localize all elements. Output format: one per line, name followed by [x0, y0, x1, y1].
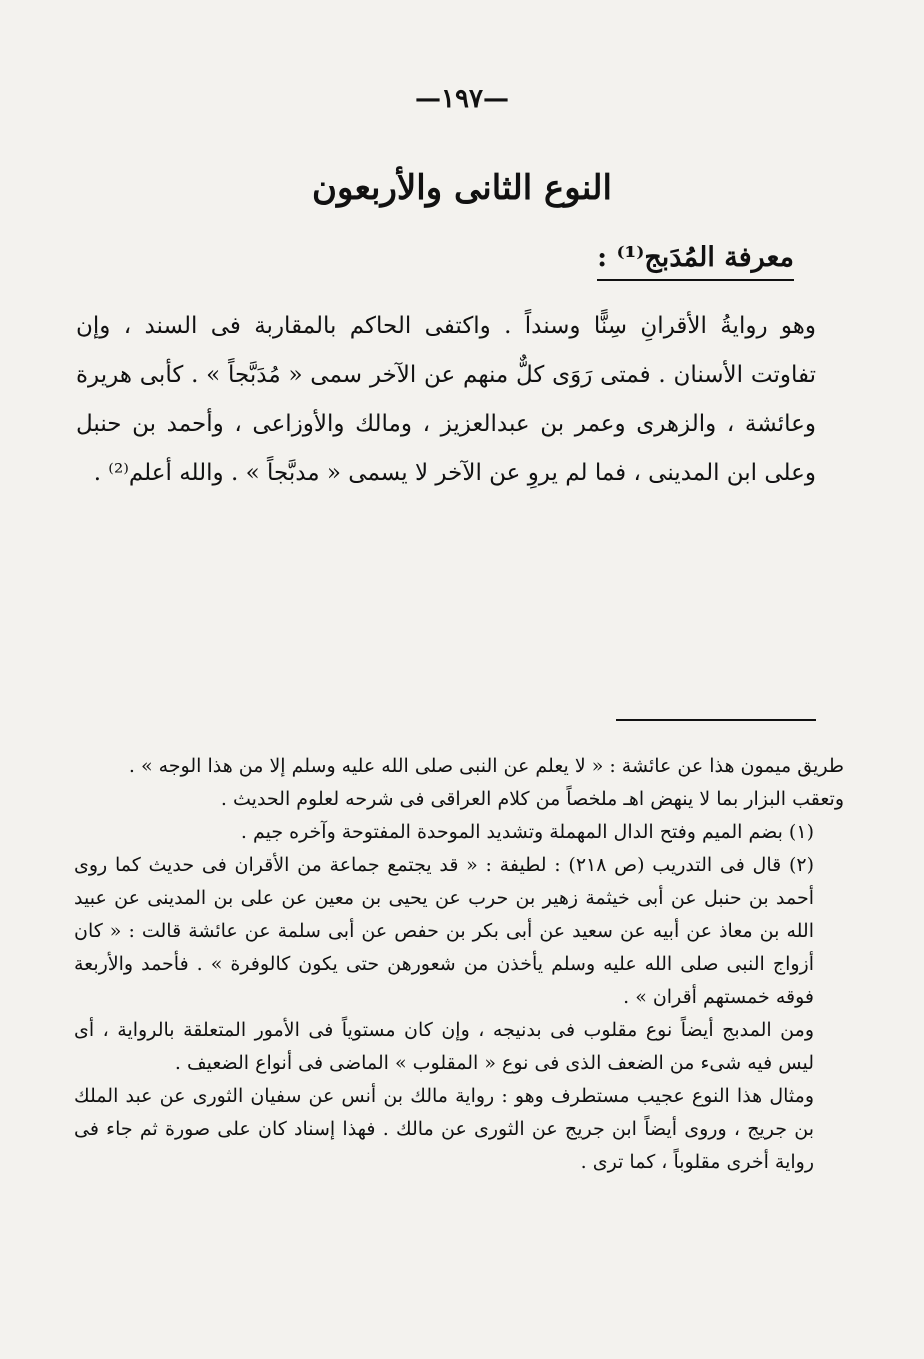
footnote-continuation-2: وتعقب البزار بما لا ينهض اهـ ملخصاً من كلام العراقى فى شرحه لعلوم الحديث . — [220, 788, 844, 810]
footnote-continuation-1: طريق ميمون هذا عن عائشة : « لا يعلم عن النبى صلى الله عليه وسلم إلا من هذا الوجه » . — [128, 755, 844, 777]
footnotes — [74, 750, 844, 1179]
footnote-2: (٢) قال فى التدريب (ص ٢١٨) : لطيفة : « قد يجتمع جماعة من الأقران فى حديث كما روى أحمد بن حنبل عن أبى خيثمة زهير بن حرب عن يحيى بن معين عن على بن المدينى عن عبيد الله بن معاذ عن أبيه عن سعيد عن أبى بكر بن حفص عن أبى سلمة عن عائشة قالت : « كان أزواج النبى صلى الله عليه وسلم يأخذن من شعورهن حتى يكون كالوفرة » . فأحمد والأربعة فوقه خمستهم أقران » . — [74, 854, 815, 1008]
section-heading: معرفة المُدَبج⁽¹⁾ : — [597, 242, 794, 281]
footnote-paragraph-4: ومثال هذا النوع عجيب مستطرف وهو : رواية مالك بن أنس عن سفيان الثورى عن عبد الملك بن جريج ، وروى أيضاً ابن جريج عن الثورى عن مالك . فهذا إسناد كان على صورة ثم جاء فى رواية أخرى مقلوباً ، كما ترى . — [74, 1085, 814, 1173]
page-number: —١٩٧— — [415, 84, 509, 114]
footnote-1: (١) بضم الميم وفتح الدال المهملة وتشديد الموحدة المفتوحة وآخره جيم . — [240, 821, 814, 843]
footnote-paragraph-3: ومن المدبج أيضاً نوع مقلوب فى بدنيجه ، وإن كان مستوياً فى الأمور المتعلقة بالرواية ، أى ليس فيه شىء من الضعف الذى فى نوع « المقلوب » الماضى فى أنواع الضعيف . — [74, 1019, 814, 1074]
main-paragraph: وهو روايةُ الأقرانِ سِنًّا وسنداً . واكتفى الحاكم بالمقاربة فى السند ، وإن تفاوتت الأسنان . فمتى رَوَى كلٌّ منهم عن الآخر سمى « مُدَبَّجاً » . كأبى هريرة وعائشة ، والزهرى وعمر بن عبدالعزيز ، ومالك والأوزاعى ، وأحمد بن حنبل وعلى ابن المدينى ، فما لم يروِ عن الآخر لا يسمى « مدبَّجاً » . والله أعلم⁽²⁾ . — [76, 313, 816, 486]
chapter-title: النوع الثانى والأربعون — [312, 168, 612, 208]
footnote-divider — [616, 719, 816, 721]
